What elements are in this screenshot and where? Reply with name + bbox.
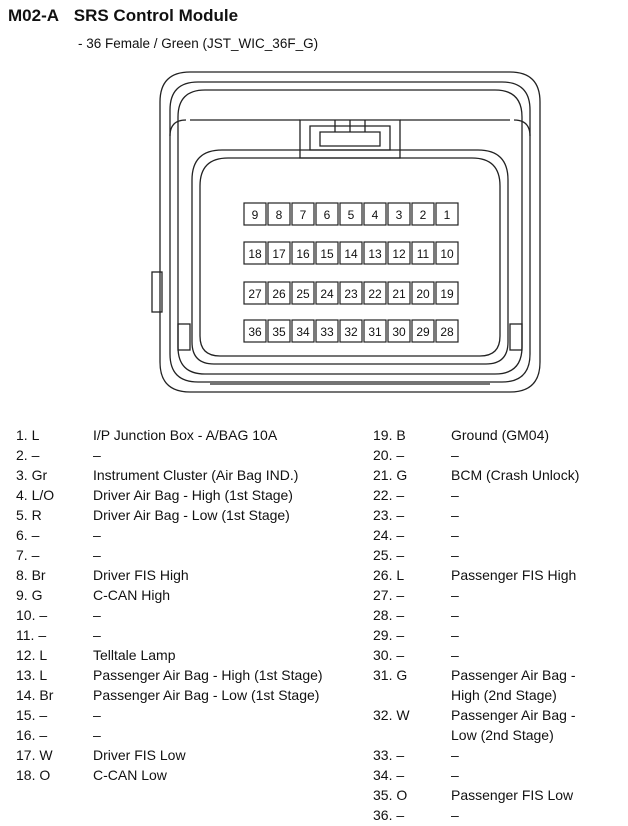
pin-number: 10 (440, 247, 454, 261)
pin-number: 11 (416, 247, 430, 261)
pin-id: 34. – (373, 767, 405, 783)
pin-cell (292, 203, 314, 225)
pin-id: 36. – (373, 807, 405, 823)
pin-cell (436, 282, 458, 304)
pin-description: Passenger Air Bag - High (1st Stage) (93, 667, 323, 683)
pin-cell (388, 242, 410, 264)
pin-id: 31. G (373, 667, 408, 683)
pin-id: 27. – (373, 587, 405, 603)
pin-description: Telltale Lamp (93, 647, 176, 663)
pin-id: 33. – (373, 747, 405, 763)
pin-description: Driver Air Bag - Low (1st Stage) (93, 507, 290, 523)
pin-cell (268, 320, 290, 342)
pin-description: C-CAN Low (93, 767, 167, 783)
pin-description: – (451, 767, 459, 783)
pin-number: 1 (443, 208, 451, 222)
pin-description: – (451, 607, 459, 623)
pin-number: 15 (320, 247, 334, 261)
pin-cell (364, 242, 386, 264)
pin-cell (316, 282, 338, 304)
connector-code: M02-A (8, 6, 60, 25)
connector-subtitle: - 36 Female / Green (JST_WIC_36F_G) (78, 36, 319, 51)
pin-cell (388, 203, 410, 225)
pin-id: 4. L/O (16, 487, 55, 503)
pin-cell (268, 203, 290, 225)
pin-description: – (451, 587, 459, 603)
pin-cell (292, 320, 314, 342)
pin-id: 2. – (16, 447, 40, 463)
pin-cell (316, 203, 338, 225)
pin-cell (412, 320, 434, 342)
pin-number: 8 (275, 208, 283, 222)
pin-number: 5 (347, 208, 355, 222)
pin-cell (244, 320, 266, 342)
pin-number: 17 (272, 247, 286, 261)
pin-id: 12. L (16, 647, 48, 663)
pin-number: 24 (320, 287, 334, 301)
pin-description: Driver FIS Low (93, 747, 186, 763)
pin-cell (268, 242, 290, 264)
pin-id: 20. – (373, 447, 405, 463)
pin-id: 3. Gr (16, 467, 48, 483)
pin-description: BCM (Crash Unlock) (451, 467, 580, 483)
pin-number: 12 (392, 247, 406, 261)
pin-cell (268, 282, 290, 304)
pin-number: 36 (248, 325, 262, 339)
pin-description: – (451, 447, 459, 463)
pin-cell (388, 282, 410, 304)
pin-cell (340, 203, 362, 225)
pin-cell (364, 203, 386, 225)
pin-description: C-CAN High (93, 587, 171, 603)
pin-description: Passenger FIS Low (451, 787, 574, 803)
pin-number: 20 (416, 287, 430, 301)
pin-cell (340, 320, 362, 342)
pin-id: 30. – (373, 647, 405, 663)
pin-description: – (451, 527, 459, 543)
pin-description: – (451, 507, 459, 523)
pin-cell (436, 320, 458, 342)
pin-id: 22. – (373, 487, 405, 503)
pin-number: 14 (344, 247, 358, 261)
pin-number: 3 (395, 208, 403, 222)
pin-id: 23. – (373, 507, 405, 523)
pin-id: 35. O (373, 787, 408, 803)
pin-description: – (451, 487, 459, 503)
pin-id: 21. G (373, 467, 408, 483)
pin-description: – (93, 527, 101, 543)
pin-description: – (93, 447, 101, 463)
pin-cell (316, 242, 338, 264)
pin-id: 10. – (16, 607, 48, 623)
pin-description: – (93, 607, 101, 623)
pin-number: 32 (344, 325, 358, 339)
pin-cell (364, 282, 386, 304)
pin-cell (244, 242, 266, 264)
pin-description: Driver Air Bag - High (1st Stage) (93, 487, 293, 503)
pin-id: 29. – (373, 627, 405, 643)
pin-number: 31 (368, 325, 382, 339)
pin-description: Instrument Cluster (Air Bag IND.) (93, 467, 299, 483)
pin-id: 24. – (373, 527, 405, 543)
pin-cell (412, 242, 434, 264)
pin-description: – (451, 647, 459, 663)
pin-number: 9 (251, 208, 259, 222)
pin-id: 6. – (16, 527, 40, 543)
pin-number: 28 (440, 325, 454, 339)
pin-description: – (451, 807, 459, 823)
pin-number: 27 (248, 287, 262, 301)
pin-cell (292, 282, 314, 304)
pin-grid (244, 203, 458, 342)
pin-cell (340, 282, 362, 304)
pin-id: 17. W (16, 747, 53, 763)
pin-number: 13 (368, 247, 382, 261)
pin-id: 15. – (16, 707, 48, 723)
pin-id: 26. L (373, 567, 405, 583)
pin-description: – (93, 727, 101, 743)
pin-number: 26 (272, 287, 286, 301)
pin-number: 19 (440, 287, 454, 301)
pin-description: Passenger Air Bag - Low (1st Stage) (93, 687, 320, 703)
pin-description: – (451, 547, 459, 563)
pin-number: 29 (416, 325, 430, 339)
pin-id: 13. L (16, 667, 48, 683)
pin-id: 19. B (373, 427, 406, 443)
pin-number: 33 (320, 325, 334, 339)
pin-description: – (93, 707, 101, 723)
pin-number: 23 (344, 287, 358, 301)
pin-id: 7. – (16, 547, 40, 563)
pin-id: 25. – (373, 547, 405, 563)
pin-number: 7 (299, 208, 307, 222)
pin-cell (316, 320, 338, 342)
pin-id: 16. – (16, 727, 48, 743)
pin-number: 30 (392, 325, 406, 339)
pin-number: 25 (296, 287, 310, 301)
pin-description: Passenger Air Bag - Low (2nd Stage) (451, 707, 576, 743)
pin-id: 32. W (373, 707, 410, 723)
pin-number: 18 (248, 247, 262, 261)
pin-description: – (451, 747, 459, 763)
module-name: SRS Control Module (73, 6, 239, 25)
pin-number: 6 (323, 208, 331, 222)
pin-cell (340, 242, 362, 264)
pin-cell (436, 242, 458, 264)
pin-description: – (93, 547, 101, 563)
page-title (8, 6, 238, 26)
pin-description: – (93, 627, 101, 643)
connector-diagram (150, 62, 550, 397)
pin-id: 28. – (373, 607, 405, 623)
pin-id: 1. L (16, 427, 40, 443)
pin-number: 16 (296, 247, 310, 261)
pin-id: 5. R (16, 507, 42, 523)
pin-id: 14. Br (16, 687, 54, 703)
pin-cell (244, 203, 266, 225)
pin-description: Passenger FIS High (451, 567, 577, 583)
pin-cell (292, 242, 314, 264)
pin-description: – (451, 627, 459, 643)
pin-number: 34 (296, 325, 310, 339)
pin-cell (436, 203, 458, 225)
pin-number: 2 (419, 208, 427, 222)
pin-description: Ground (GM04) (451, 427, 550, 443)
pin-id: 11. – (16, 627, 47, 643)
pin-id: 18. O (16, 767, 51, 783)
pin-id: 8. Br (16, 567, 46, 583)
pin-cell (412, 282, 434, 304)
pin-cell (388, 320, 410, 342)
pin-description: Passenger Air Bag - High (2nd Stage) (451, 667, 576, 703)
pin-id: 9. G (16, 587, 43, 603)
pin-number: 21 (392, 287, 406, 301)
pin-number: 35 (272, 325, 286, 339)
pin-description: Driver FIS High (93, 567, 189, 583)
pin-description: I/P Junction Box - A/BAG 10A (93, 427, 278, 443)
pin-cell (412, 203, 434, 225)
pin-number: 22 (368, 287, 382, 301)
pin-number: 4 (371, 208, 379, 222)
pin-cell (244, 282, 266, 304)
pin-cell (364, 320, 386, 342)
